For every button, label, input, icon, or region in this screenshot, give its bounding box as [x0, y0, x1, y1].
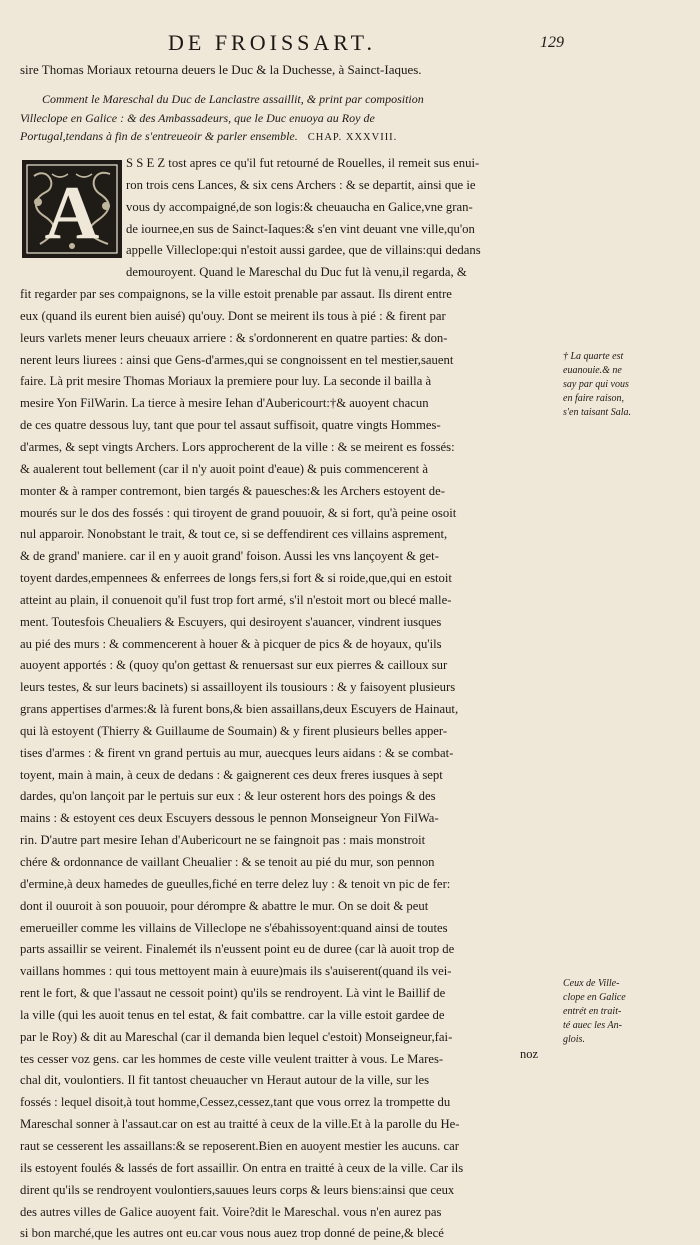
- carry-over-line: sire Thomas Moriaux retourna deuers le Duc & la Duchesse, à Sainct-Iaques.: [20, 62, 422, 77]
- body-text-line: & aualerent tout bellement (car il n'y auoit point d'eaue) & puis commencerent à: [20, 461, 428, 476]
- body-text-line: rin. D'autre part mesire Iehan d'Aubericourt ne se faingnoit pas : mais monstroit: [20, 833, 426, 848]
- chapter-number: CHAP. XXXVIII.: [307, 132, 398, 143]
- body-text-line: atteint au plain, il conuenoit qu'il fust trop fort armé, s'il n'estoit mort ou blecé malle-: [20, 592, 452, 607]
- chapter-heading-line: [20, 127, 550, 148]
- body-text-line: au pié des murs : & commencerent à houer & à picquer de pics & de hoyaux, qu'ils: [20, 636, 442, 651]
- body-text: [20, 153, 552, 1245]
- body-text-line: appelle Villeclope:qui n'estoit aussi gardee, que de villains:qui dedans: [126, 243, 481, 258]
- body-text-line: emerueiller comme les villains de Villeclope ne s'ébahissoyent:quand ainsi de toutes: [20, 920, 448, 935]
- body-text-line: & de grand' maniere. car il en y auoit grand' foison. Aussi les vns lançoyent & get-: [20, 549, 439, 564]
- body-text-line: auoyent apportés : & (quoy qu'on gettast & renuersast sur eux pierres & cailloux sur: [20, 658, 448, 673]
- body-text-line: monter & à ramper contremont, bien targés & pauesches:& les Archers estoyent de-: [20, 483, 446, 498]
- body-text-line: de ces quatre dessous luy, tant que pour tel assaut suffisoit, quatre vingts Hommes-: [20, 418, 441, 433]
- body-text-line: leurs testes, & sur leurs bacinets) si assailloyent ils tousiours : & y faisoyent plusieurs: [20, 680, 456, 695]
- body-text-line: vous dy accompaigné,de son logis:& cheuaucha en Galice,vne gran-: [126, 199, 473, 214]
- body-text-line: rent le fort, & que l'assaut ne cessoit point) qu'ils se rendroyent. Là vint le Baillif de: [20, 986, 446, 1001]
- chapter-heading-text: Portugal,tendans à fin de s'entreueoir & parler ensemble.: [20, 129, 298, 143]
- body-text-line: fit regarder par ses compaignons, se la ville estoit prenable par assaut. Ils dirent entre: [20, 287, 452, 302]
- margin-note-line: clope en Galice: [563, 992, 626, 1003]
- margin-note-line: en faire raison,: [563, 393, 625, 404]
- body-text-line: mesire Yon FilWarin. La tierce à mesire Iehan d'Aubericourt:†& auoyent chacun: [20, 396, 429, 411]
- body-text-line: nul apparoir. Nonobstant le trait, & tout ce, si se deffendirent ces villains asprement,: [20, 527, 448, 542]
- chapter-heading-line: Villeclope en Galice : & des Ambassadeurs, que le Duc enuoya au Roy de: [20, 110, 375, 125]
- body-text-line: la ville (qui les auoit tenus en tel estat, & fait combattre. car la ville estoit gardee de: [20, 1007, 445, 1022]
- margin-note-line: say par qui vous: [563, 379, 629, 390]
- body-text-line: mains : & estoyent ces deux Escuyers dessous le pennon Monseigneur Yon FilWa-: [20, 811, 439, 826]
- margin-note-line: glois.: [563, 1034, 585, 1045]
- body-text-line: d'ermine,à deux hamedes de gueulles,fiché en terre delez luy : & tenoit vn pic de fer:: [20, 876, 451, 891]
- margin-note: [563, 977, 626, 1047]
- body-text-line: ron trois cens Lances, & six cens Archers : & se departit, ainsi que ie: [126, 177, 476, 192]
- body-text-line: leurs varlets mener leurs cheuaux arriere : & s'ordonnerent en quatre parties: & don-: [20, 330, 448, 345]
- body-text-line: nerent leurs liurees : ainsi que Gens-d'armes,qui se congnoissent en tel mestier,sauent: [20, 352, 454, 367]
- margin-note-line: té auec les An-: [563, 1020, 622, 1031]
- body-text-line: parts assaillir se veirent. Finalemét ils n'eussent point eu de duree (car là auoit trop de: [20, 942, 455, 957]
- body-text-line: mourés sur le dos des fossés : qui tiroyent de grand pouuoir, & si fort, qu'à peine osoit: [20, 505, 457, 520]
- margin-note-line: euanouie.& ne: [563, 365, 622, 376]
- body-text-line: si bon marché,que les autres ont eu.car vous nous auez trop donné de peine,& blecé: [20, 1226, 444, 1241]
- margin-note-line: entrét en trait-: [563, 1006, 622, 1017]
- body-text-line: grans appertises d'armes:& là furent bons,& bien assaillans,deux Escuyers de Hainaut,: [20, 702, 459, 717]
- body-text-line: qui là estoyent (Thierry & Guillaume de Soumain) & y firent plusieurs belles apper-: [20, 723, 448, 738]
- body-text-line: dardes, qu'on lançoit par le pertuis sur eux : & leur osterent hors des poings & des: [20, 789, 436, 804]
- page-number: 129: [540, 34, 564, 51]
- body-text-line: dont il ouuroit à son pouuoir, pour dérompre & abattre le mur. On se doit & peut: [20, 898, 429, 913]
- margin-note: [563, 350, 631, 420]
- margin-note-line: Ceux de Ville-: [563, 978, 620, 989]
- body-text-line: vaillans hommes : qui tous mettoyent main à euure)mais ils s'auiserent(quand ils vei-: [20, 964, 452, 979]
- margin-note-line: s'en taisant Sala.: [563, 407, 631, 418]
- body-text-line: faire. Là prit mesire Thomas Moriaux la premiere pour luy. La seconde il bailla à: [20, 374, 432, 389]
- body-text-line: S S E Z tost apres ce qu'il fut retourné de Rouelles, il remeit sus enui-: [126, 156, 480, 170]
- body-text-line: tes cesser voz gens. car les hommes de ceste ville veulent traitter à vous. Le Mares-: [20, 1051, 444, 1066]
- body-text-line: ils estoyent foulés & lassés de fort assaillir. On entra en traitté à ceux de la ville. Car ils: [20, 1160, 464, 1175]
- running-title: DE FROISSART.: [168, 30, 376, 55]
- body-text-line: ment. Toutesfois Cheualiers & Escuyers, qui desiroyent s'auancer, vindrent iusques: [20, 614, 442, 629]
- body-text-line: eux (quand ils eurent bien auisé) qu'ouy. Dont se meirent ils tous à pié : & firent par: [20, 308, 446, 323]
- chapter-heading-line: Comment le Mareschal du Duc de Lanclastre assaillit, & print par composition: [42, 92, 424, 106]
- body-text-line: de iournee,en sus de Sainct-Iaques:& s'en vint deuant vne ville,qu'on: [126, 221, 475, 236]
- body-text-line: chére & ordonnance de vaillant Cheualier : & se tenoit au pié du mur, son pennon: [20, 855, 435, 869]
- body-text-line: d'armes, & sept vingts Archers. Lors approcherent de la ville : & se meirent es fossés:: [20, 439, 455, 454]
- body-text-line: des autres villes de Galice auoyent fait. Voire?dit le Mareschal. vous n'en aurez pas: [20, 1204, 442, 1219]
- body-text-line: chal dit, voulontiers. Il fit tantost cheuaucher vn Heraut autour de la ville, sur les: [20, 1073, 430, 1088]
- svg-text:A: A: [44, 171, 100, 255]
- body-text-line: raut se cesserent les assaillans:& se reposerent.Bien en auoyent mestier les aucuns. car: [20, 1138, 459, 1153]
- margin-note-line: † La quarte est: [563, 351, 624, 362]
- body-text-line: par le Roy) & dit au Mareschal (car il demanda bien lequel c'estoit) Monseigneur,fai-: [20, 1029, 453, 1044]
- body-text-line: toyent, main à main, à ceux de dedans : & gaignerent ces deux freres iusques à sept: [20, 767, 443, 782]
- chapter-heading: [20, 90, 550, 148]
- body-text-line: fossés : lequel disoit,à tout homme,Cessez,cessez,tant que vous orrez la trompette du: [20, 1095, 451, 1110]
- body-text-line: Mareschal sonner à l'assaut.car on est au traitté à ceux de la ville.Et à la parolle du He-: [20, 1117, 460, 1132]
- body-text-line: tises d'armes : & firent vn grand pertuis au mur, auecques leurs aidans : & se combat-: [20, 745, 454, 760]
- body-text-line: dirent qu'ils se rendroyent voulontiers,sauues leurs corps & leurs biens:ainsi que ceux: [20, 1182, 455, 1197]
- body-text-line: demouroyent. Quand le Mareschal du Duc fut là venu,il regarda, &: [126, 265, 467, 280]
- catchword: noz: [520, 1047, 539, 1061]
- body-text-line: toyent dardes,empennees & enferrees de longs fers,si fort & si roide,que,qui en estoit: [20, 571, 452, 586]
